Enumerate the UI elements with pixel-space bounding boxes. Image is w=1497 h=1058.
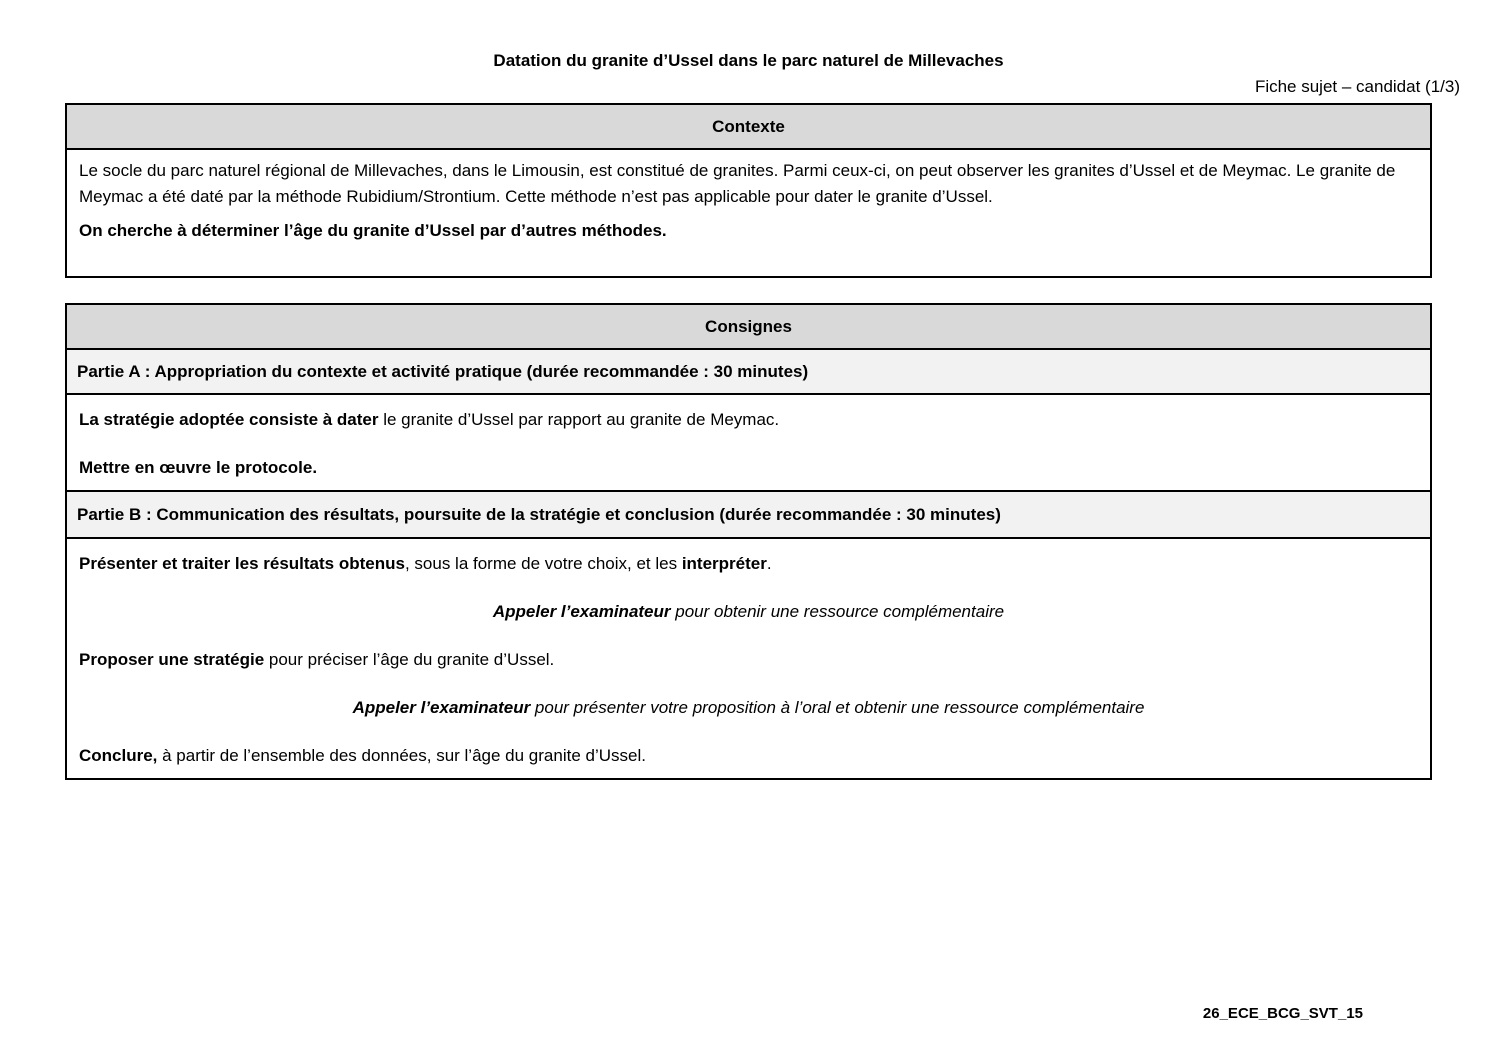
proposer-line-rest: pour préciser l’âge du granite d’Ussel. (264, 650, 555, 669)
consignes-section (65, 303, 1432, 780)
contexte-body-text: Le socle du parc naturel régional de Millevaches, dans le Limousin, est constitué de granites. Parmi ceux-ci, on peut observer les granites d’Ussel et de Meymac. Le granite de Meymac a été daté par la méthode Rubidium/Strontium. Cette méthode n’est pas applicable pour dater le granite d’Ussel. (79, 161, 1396, 206)
partie-b-row (67, 492, 1430, 539)
examiner-call-1 (79, 599, 1418, 625)
strategie-line (79, 407, 1418, 433)
proposer-line (79, 647, 1418, 673)
document-code: 26_ECE_BCG_SVT_15 (1202, 1005, 1363, 1022)
proposer-line-bold: Proposer une stratégie (79, 650, 265, 669)
presenter-line-bold: Présenter et traiter les résultats obtenus (79, 554, 405, 573)
examiner-call-1-rest: pour obtenir une ressource complémentaire (670, 602, 1005, 621)
strategie-line-bold: La stratégie adoptée consiste à dater (79, 410, 379, 429)
contexte-section (65, 103, 1432, 278)
conclure-line (79, 743, 1418, 769)
contexte-objective: On cherche à déterminer l’âge du granite d’Ussel par d’autres méthodes. (79, 221, 667, 240)
presenter-line (79, 551, 1418, 577)
partie-a-instructions-cell (67, 395, 1430, 492)
conclure-line-bold: Conclure, (79, 746, 158, 765)
conclure-line-rest: à partir de l’ensemble des données, sur l’âge du granite d’Ussel. (157, 746, 646, 765)
examiner-call-2 (79, 695, 1418, 721)
examiner-call-2-bold: Appeler l’examinateur (352, 698, 531, 717)
examiner-call-1-bold: Appeler l’examinateur (492, 602, 671, 621)
sheet-label: Fiche sujet – candidat (1/3) (1254, 77, 1460, 96)
partie-a-row (67, 350, 1430, 395)
contexte-header: Contexte (67, 105, 1430, 150)
strategie-line-rest: le granite d’Ussel par rapport au granite de Meymac. (378, 410, 780, 429)
protocole-line: Mettre en œuvre le protocole. (79, 458, 318, 477)
document-title: Datation du granite d’Ussel dans le parc naturel de Millevaches (493, 51, 1004, 70)
consignes-header: Consignes (67, 305, 1430, 350)
contexte-body-cell (67, 150, 1430, 276)
presenter-line-end: . (766, 554, 772, 573)
interpreter-bold: interpréter (681, 554, 767, 573)
partie-b-instructions-cell (67, 539, 1430, 778)
partie-b-title: Partie B : Communication des résultats, poursuite de la stratégie et conclusion (durée recommandée : 30 minutes) (77, 504, 1001, 524)
partie-a-title: Partie A : Appropriation du contexte et activité pratique (durée recommandée : 30 minutes) (77, 361, 809, 381)
presenter-line-mid: , sous la forme de votre choix, et les (404, 554, 682, 573)
examiner-call-2-rest: pour présenter votre proposition à l’oral et obtenir une ressource complémentaire (530, 698, 1145, 717)
